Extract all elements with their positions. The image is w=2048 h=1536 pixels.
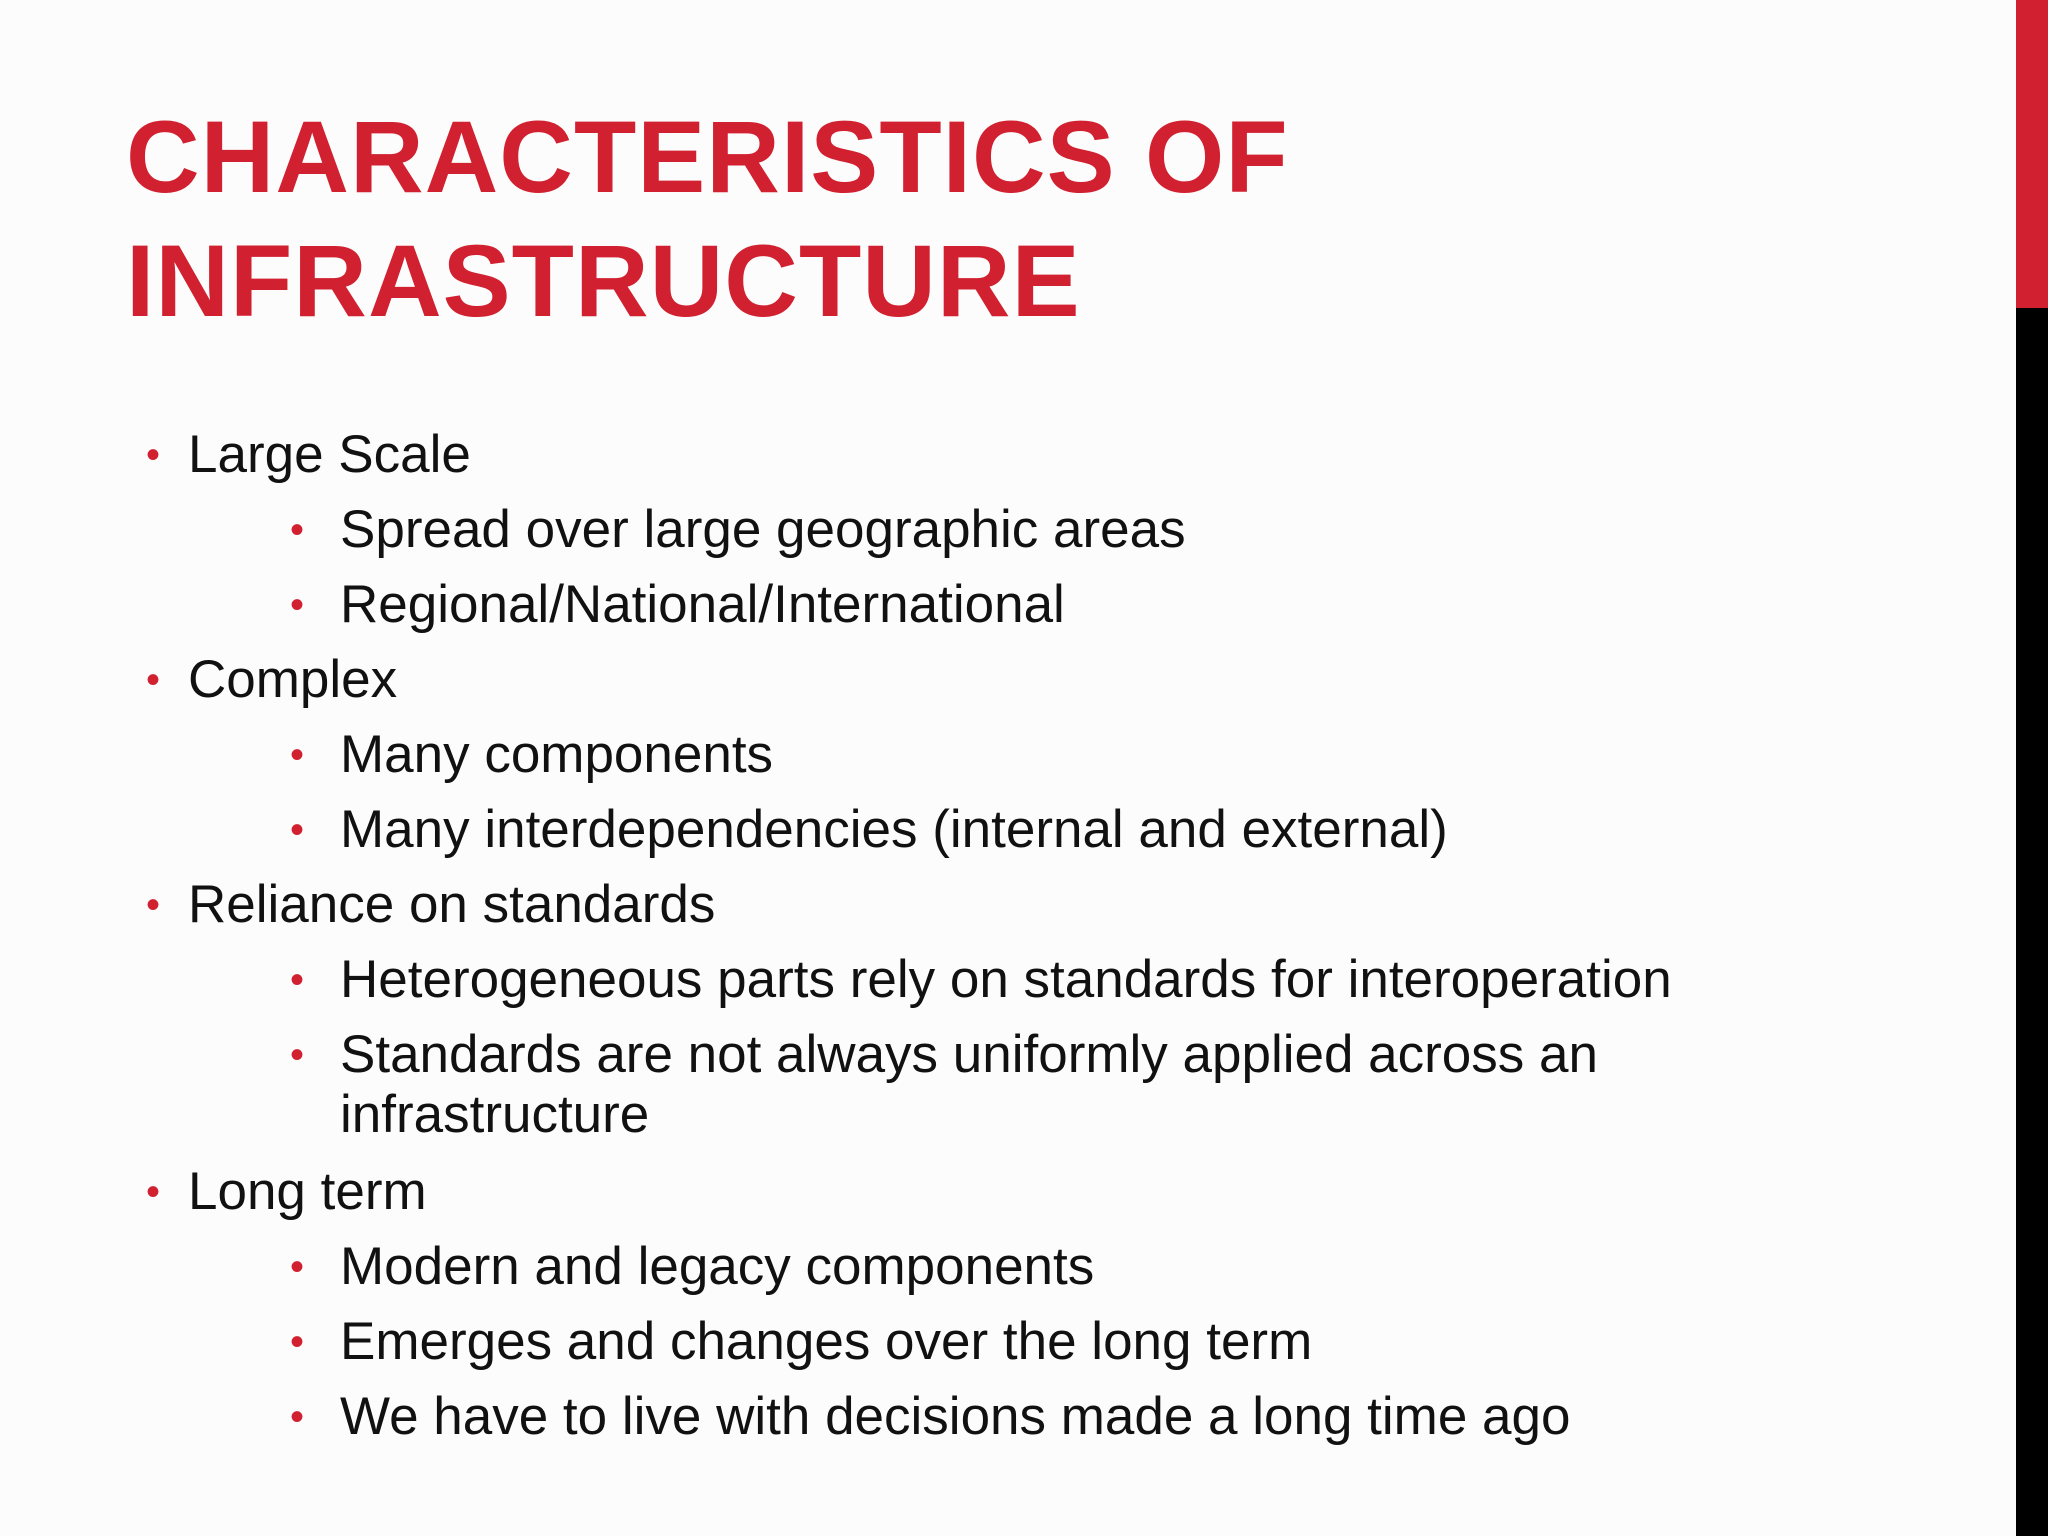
bullet-icon: • (290, 1033, 305, 1077)
bullet-icon: • (290, 958, 305, 1002)
list-item-text: Regional/National/International (340, 575, 1065, 634)
list-item-text: Modern and legacy components (340, 1237, 1095, 1296)
bullet-icon: • (146, 883, 161, 927)
bullet-icon: • (290, 1395, 305, 1439)
slide-title: CHARACTERISTICS OF INFRASTRUCTURE (126, 100, 1289, 338)
bullet-icon: • (290, 733, 305, 777)
list-item-text: Heterogeneous parts rely on standards for interoperation (340, 950, 1672, 1009)
bullet-icon: • (290, 508, 305, 552)
bullet-icon: • (146, 1170, 161, 1214)
list-item-text: Standards are not always uniformly applied across an infrastructure (340, 1025, 1598, 1144)
accent-bar-red (2016, 0, 2048, 308)
list-item-text: Many components (340, 725, 774, 784)
list-item-text: We have to live with decisions made a long time ago (340, 1387, 1571, 1446)
bullet-icon: • (290, 583, 305, 627)
bullet-icon: • (146, 433, 161, 477)
list-item-text: Emerges and changes over the long term (340, 1312, 1313, 1371)
list-item-text: Long term (188, 1162, 427, 1221)
list-item-text: Reliance on standards (188, 875, 716, 934)
accent-bar-black (2016, 308, 2048, 1536)
list-item-text: Large Scale (188, 425, 471, 484)
list-item-text: Complex (188, 650, 398, 709)
bullet-icon: • (146, 658, 161, 702)
list-item-text: Many interdependencies (internal and external) (340, 800, 1448, 859)
bullet-icon: • (290, 1320, 305, 1364)
list-item-text: Spread over large geographic areas (340, 500, 1186, 559)
bullet-icon: • (290, 1245, 305, 1289)
bullet-icon: • (290, 808, 305, 852)
